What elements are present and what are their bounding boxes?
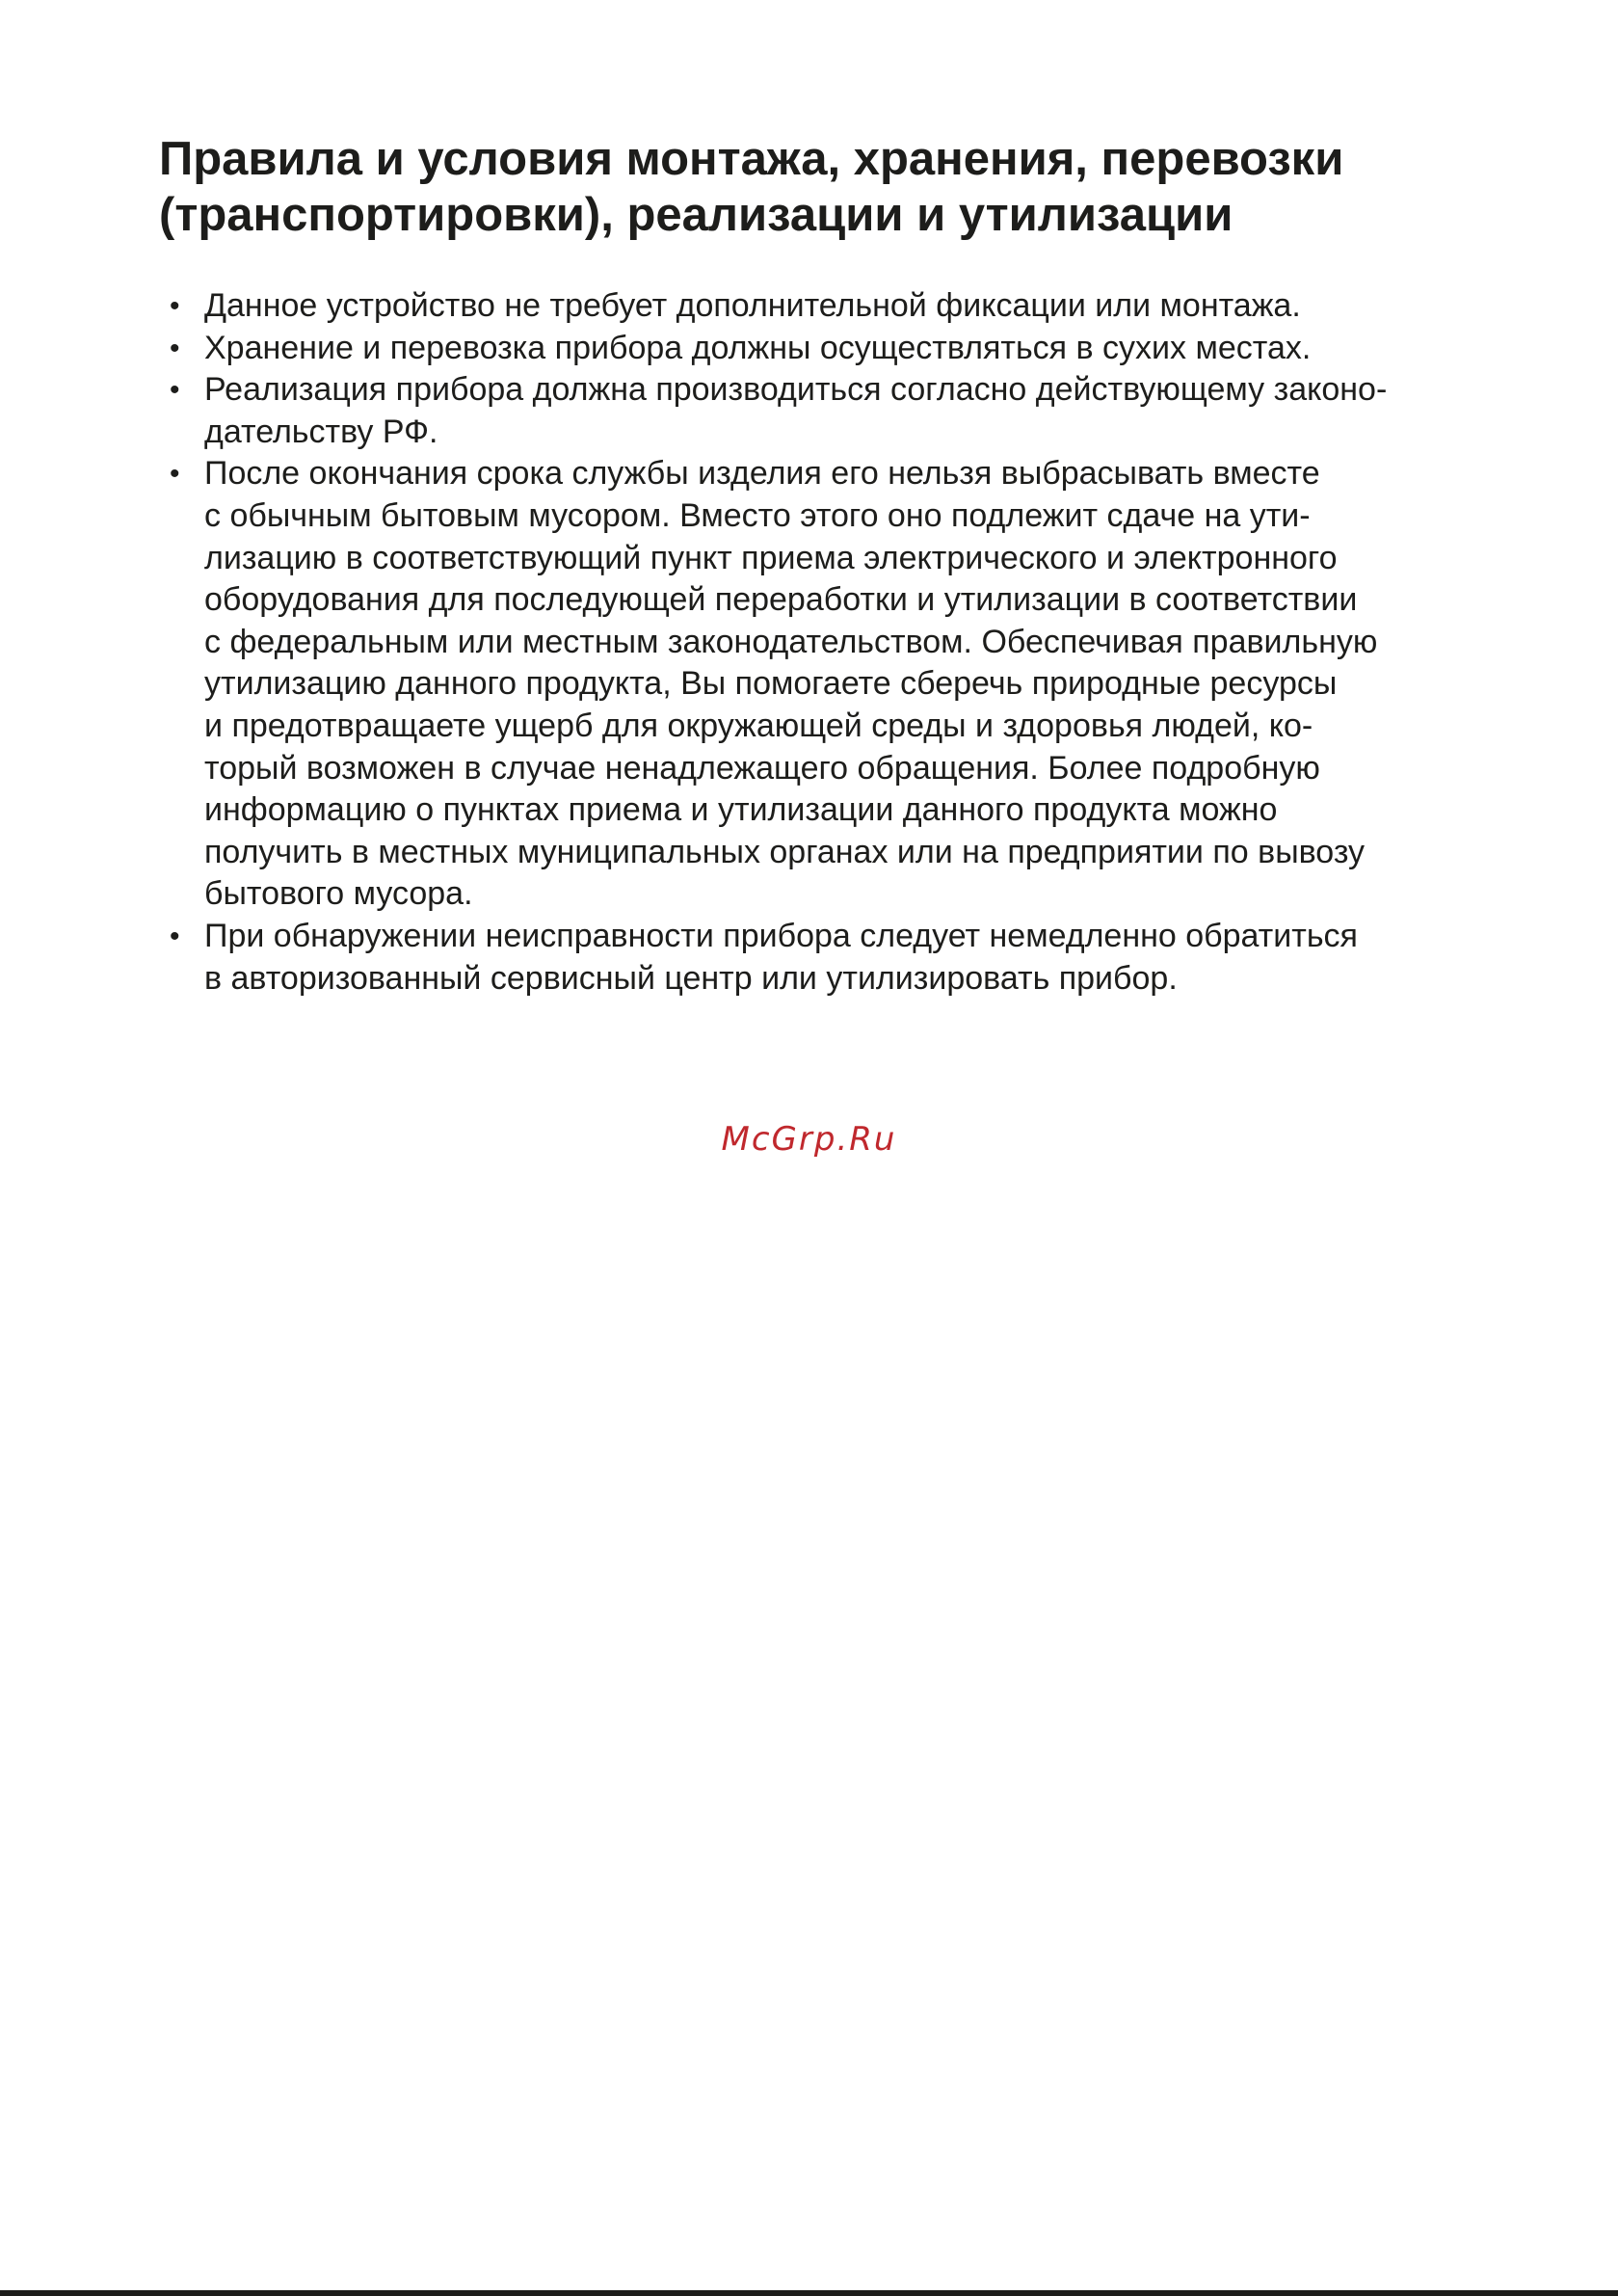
- bullet-icon: •: [170, 374, 180, 407]
- rule-text-line: Реализация прибора должна производиться согласно действующему законо-: [204, 371, 1388, 409]
- title-line: (транспортировки), реализации и утилизации: [159, 189, 1233, 241]
- bullet-icon: •: [170, 458, 180, 491]
- rule-text-line: в авторизованный сервисный центр или утилизировать прибор.: [204, 959, 1178, 997]
- rule-item-storage: [166, 328, 1496, 370]
- rule-text-line: получить в местных муниципальных органах или на предприятии по вывозу: [204, 833, 1366, 870]
- rule-text-line: торый возможен в случае ненадлежащего обращения. Более подробную: [204, 749, 1320, 787]
- rule-text-line: После окончания срока службы изделия его нельзя выбрасывать вместе: [204, 455, 1320, 493]
- rule-text-line: Хранение и перевозка прибора должны осуществляться в сухих местах.: [204, 329, 1312, 366]
- rule-text-line: При обнаружении неисправности прибора следует немедленно обратиться: [204, 917, 1358, 954]
- rule-item-mounting: [166, 285, 1496, 328]
- rule-text-line: информацию о пунктах приема и утилизации данного продукта можно: [204, 791, 1278, 829]
- page-bottom-divider: [0, 2290, 1618, 2296]
- rules-list: [166, 285, 1496, 1000]
- bullet-icon: •: [170, 290, 180, 322]
- rule-text-line: с федеральным или местным законодательством. Обеспечивая правильную: [204, 623, 1378, 660]
- rule-item-disposal: [166, 453, 1496, 916]
- rule-text-line: лизацию в соответствующий пункт приема электрического и электронного: [204, 539, 1338, 576]
- bullet-icon: •: [170, 332, 180, 364]
- bullet-icon: •: [170, 920, 180, 952]
- rule-text-line: оборудования для последующей переработки и утилизации в соответствии: [204, 581, 1358, 619]
- title-line: Правила и условия монтажа, хранения, перевозки: [159, 133, 1344, 185]
- rule-item-sale: [166, 369, 1496, 453]
- rule-text-line: Данное устройство не требует дополнительной фиксации или монтажа.: [204, 287, 1301, 324]
- rule-item-malfunction: [166, 916, 1496, 1000]
- rule-text-line: утилизацию данного продукта, Вы помогаете сберечь природные ресурсы: [204, 665, 1338, 703]
- page-title: [159, 131, 1508, 243]
- rule-text-line: дательству РФ.: [204, 413, 438, 450]
- rule-text-line: с обычным бытовым мусором. Вместо этого оно подлежит сдаче на ути-: [204, 496, 1311, 534]
- rule-text-line: бытового мусора.: [204, 875, 473, 913]
- watermark-text: McGrp.Ru: [721, 1120, 897, 1159]
- rule-text-line: и предотвращаете ущерб для окружающей среды и здоровья людей, ко-: [204, 707, 1313, 744]
